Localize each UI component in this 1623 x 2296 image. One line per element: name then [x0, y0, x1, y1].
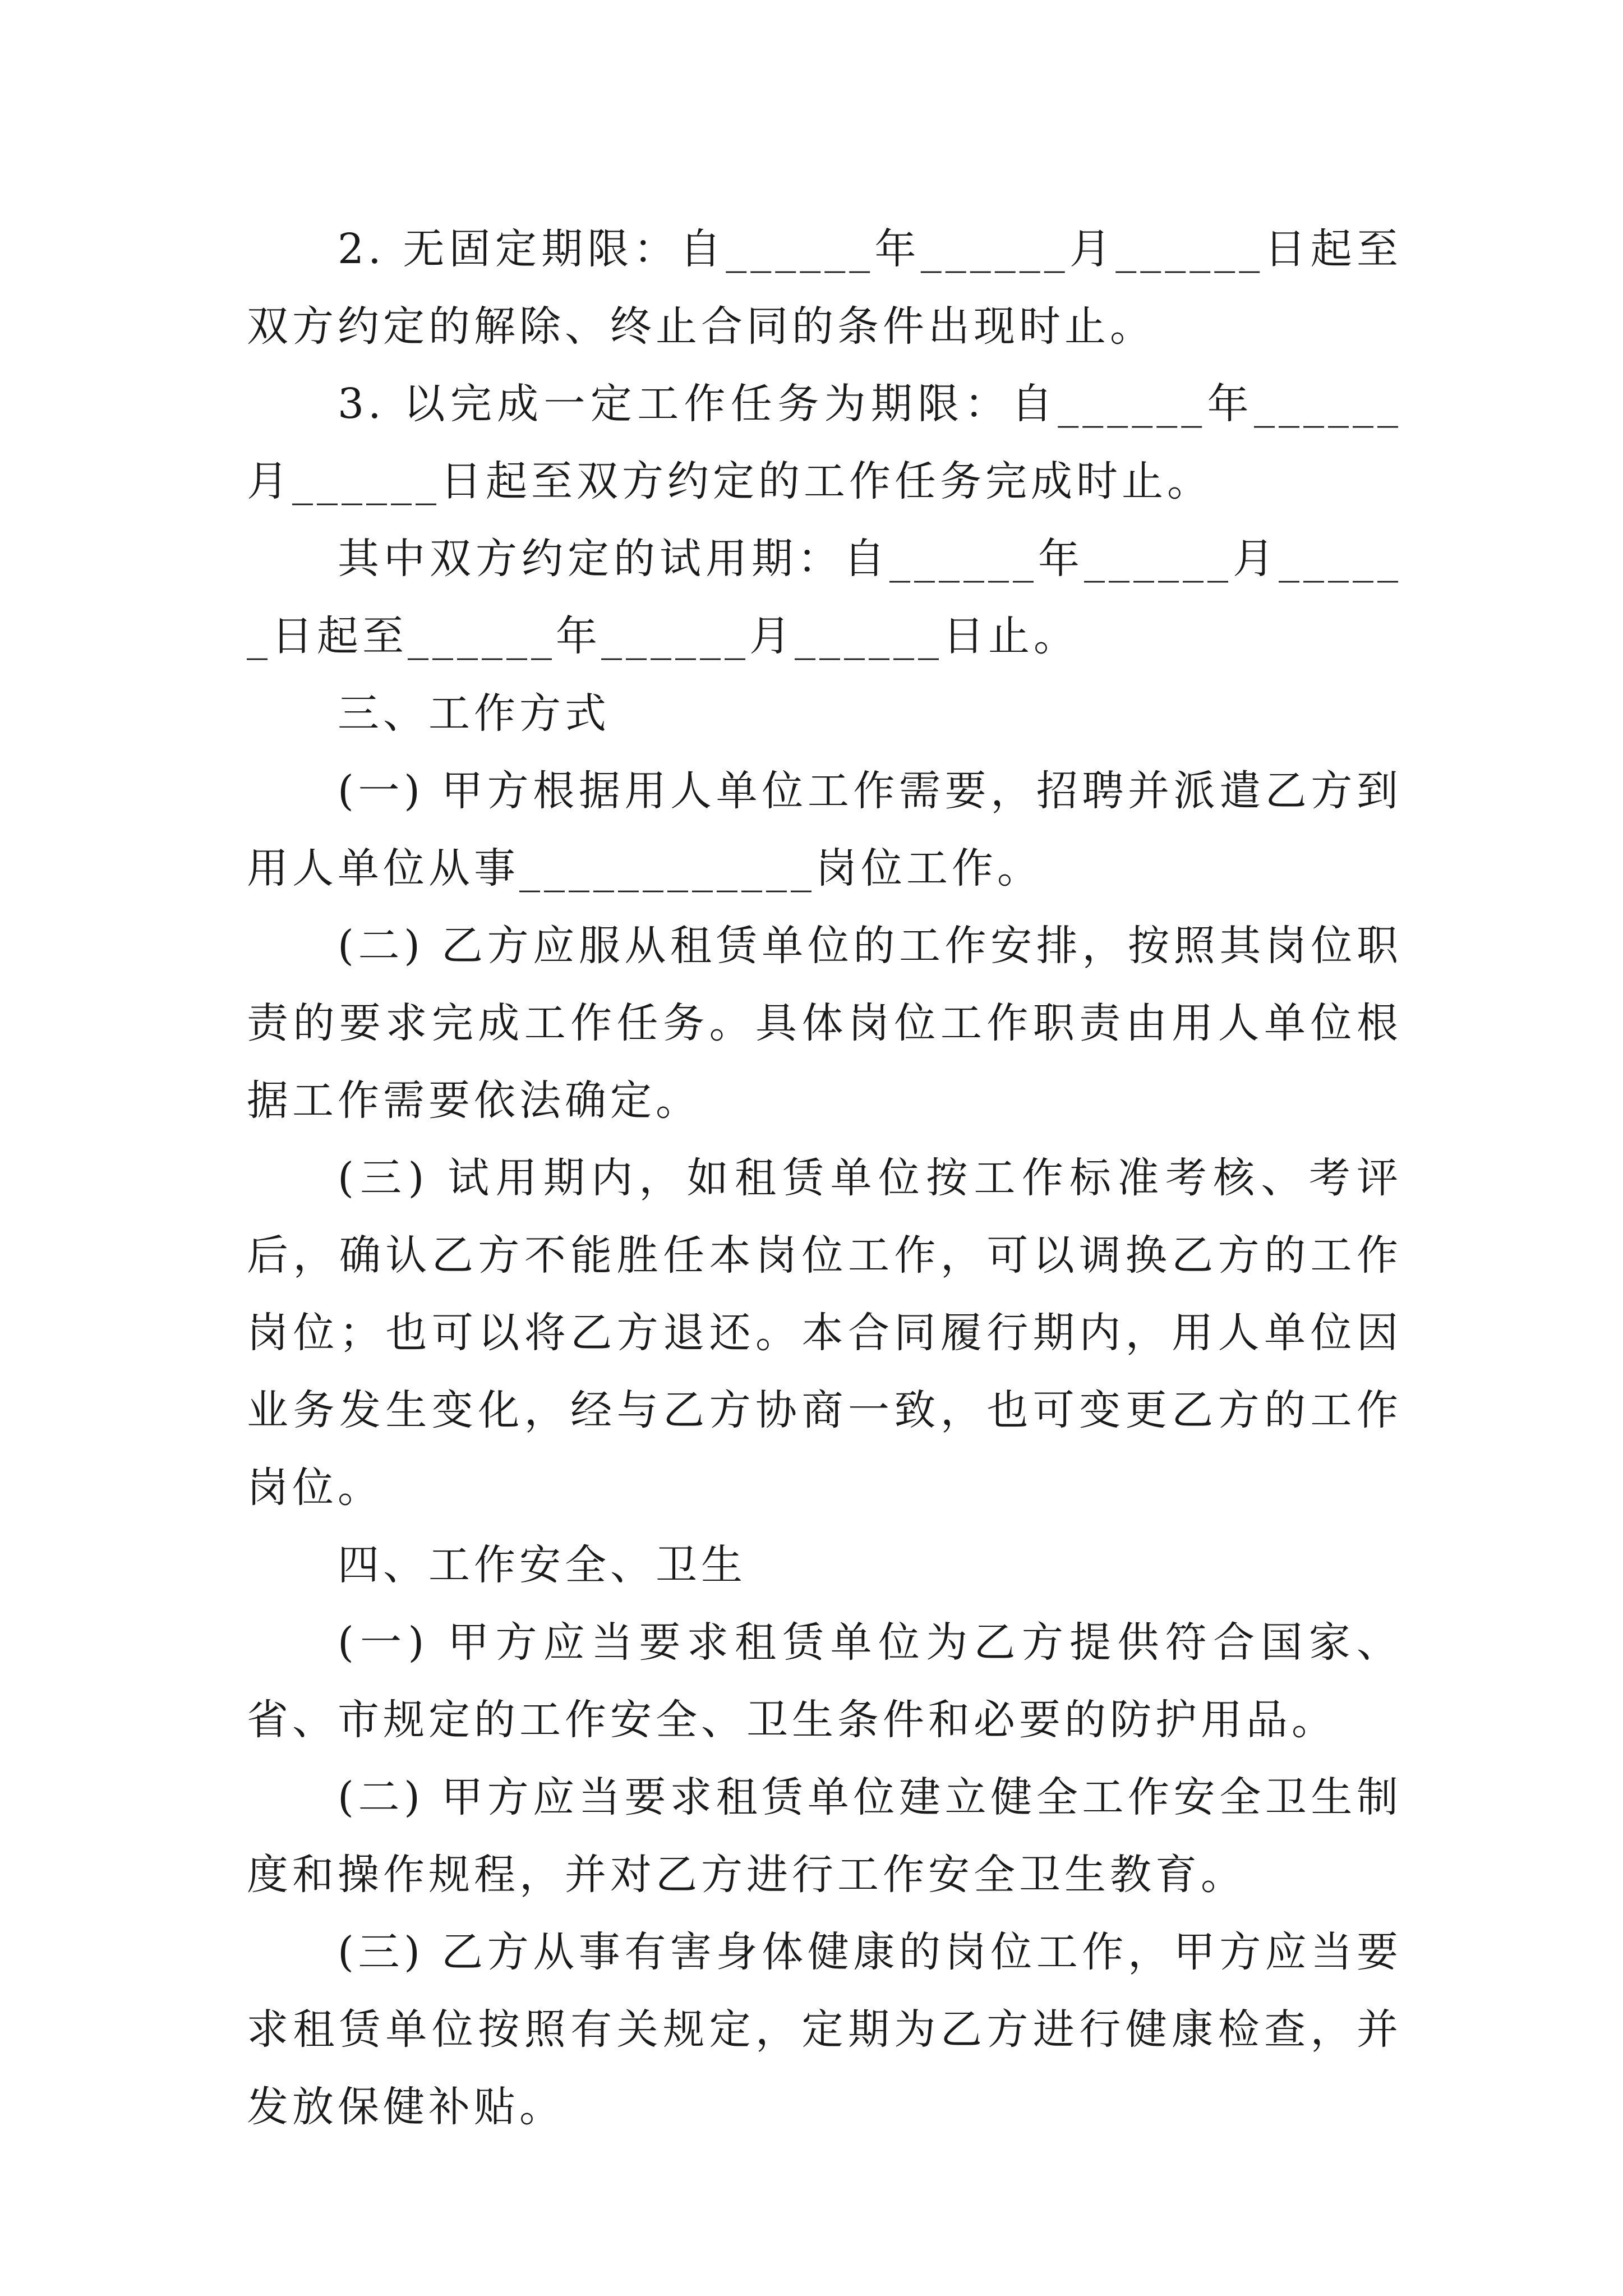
section-heading-work-method: 三、工作方式: [338, 689, 610, 738]
clause-work-method-3: (三) 试用期内，如租赁单位按工作标准考核、考评后，确认乙方不能胜任本岗位工作，可以调换乙方的工作岗位；也可以将乙方退还。本合同履行期内，用人单位因业务发生变化，经与乙方协商一致，也可变更乙方的工作岗位。: [247, 1154, 1402, 1512]
clause-open-term: 2. 无固定期限：自______年______月______日起至双方约定的解除、终止合同的条件出现时止。: [247, 225, 1402, 351]
section-heading-safety: 四、工作安全、卫生: [338, 1541, 746, 1589]
clause-work-method-1: (一) 甲方根据用人单位工作需要，招聘并派遣乙方到用人单位从事____________岗位工作。: [247, 767, 1402, 892]
clause-task-term: 3. 以完成一定工作任务为期限：自______年______月______日起至双方约定的工作任务完成时止。: [247, 380, 1402, 505]
clause-safety-2: (二) 甲方应当要求租赁单位建立健全工作安全卫生制度和操作规程，并对乙方进行工作安全卫生教育。: [247, 1773, 1402, 1899]
clause-probation: 其中双方约定的试用期：自______年______月______日起至______年______月______日止。: [247, 535, 1402, 660]
clause-safety-1: (一) 甲方应当要求租赁单位为乙方提供符合国家、省、市规定的工作安全、卫生条件和必要的防护用品。: [247, 1618, 1402, 1744]
clause-safety-3: (三) 乙方从事有害身体健康的岗位工作，甲方应当要求租赁单位按照有关规定，定期为乙方进行健康检查，并发放保健补贴。: [247, 1928, 1402, 2131]
document-body: [247, 210, 1402, 2146]
clause-work-method-2: (二) 乙方应服从租赁单位的工作安排，按照其岗位职责的要求完成工作任务。具体岗位工作职责由用人单位根据工作需要依法确定。: [247, 922, 1402, 1125]
